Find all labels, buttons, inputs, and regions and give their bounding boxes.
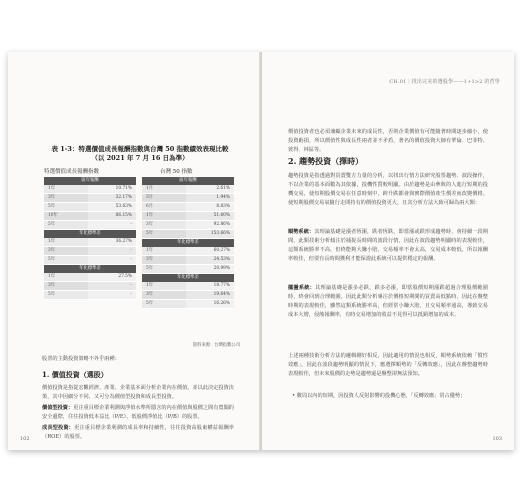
table-row: [142, 203, 234, 212]
momentum-paragraph: [288, 228, 488, 264]
table-row: [44, 194, 136, 203]
table-row: [44, 212, 136, 221]
table-period-cell: 1年: [142, 247, 186, 255]
table-period-cell: 5年: [142, 230, 186, 238]
table-value-cell: 2.61%: [186, 185, 234, 193]
table-period-cell: 5年: [44, 256, 88, 264]
table-row: [44, 238, 136, 247]
table-period-cell: 3年: [142, 221, 186, 229]
right-performance-table: [142, 177, 234, 309]
table-row: [142, 194, 234, 203]
reversal-paragraph: [288, 284, 488, 320]
table-row: [142, 247, 234, 256]
value-investing-label: 價值型投資：: [42, 405, 74, 411]
table-row: [44, 185, 136, 194]
table-value-cell: 153.66%: [186, 230, 234, 238]
table-row: [142, 265, 234, 274]
right-paragraph-3: 上述兩種技術分析方法的邏輯剛好相反，因此適用的情況也相反，順勢系統依賴「慣性效應」，因此在波段趨勢明顯的情況下，應選擇順勢的「反轉效應」，因此在盤整趨勢時表現較佳，但未來股價的走勢是趨勢還是盤整卻無法預知。: [288, 353, 488, 377]
right-table-header: 台灣 50 指數: [160, 169, 193, 175]
table-row: [142, 300, 234, 309]
table-period-cell: 3年: [142, 291, 186, 299]
table-value-cell: 86.15%: [88, 212, 136, 220]
bullet-item: • 數周以內的短期，因投資人反射影響的投機心態，「反轉效應」常占優勢；: [292, 393, 466, 399]
table-title-line2: （以 2021 年 7 月 16 日為準）: [91, 154, 189, 162]
right-paragraph-2: 趨勢投資是指透過對買賣雙方力量的分析，以找出行情方法研究股票趨勢、波段操作，不以企業的基本面數為其依據，投機性質較明顯。由於趨勢是由參與的人進行短期的投機交易，使短期股價交易在任意時刻中，跨升跌都會與實際價值產生價差而改變價格。使短期股價交易氣隨行走間持有的價值投資更大，且其分析方法大致可歸為兩大類：: [288, 173, 488, 206]
table-value-cell: -: [88, 221, 136, 229]
table-row: [44, 203, 136, 212]
table-period-cell: 1年: [44, 185, 88, 193]
table-period-cell: 5年: [44, 203, 88, 211]
table-row: [142, 256, 234, 265]
table-row: [44, 221, 136, 230]
section-title-trend: 2. 趨勢投資（擇時）: [288, 156, 364, 166]
table-period-cell: 5年: [142, 300, 186, 308]
table-source: 資料來源：台灣指數公司: [192, 343, 240, 348]
page-number-right: 103: [492, 436, 502, 442]
table-value-cell: 51.60%: [186, 212, 234, 220]
table-period-cell: 1年: [142, 282, 186, 290]
reversal-label: 擺盪系統：: [288, 285, 316, 291]
table-period-cell: 1年: [142, 212, 186, 220]
table-period-cell: 3月: [142, 194, 186, 202]
table-value-cell: -: [88, 247, 136, 255]
table-row: [44, 273, 136, 282]
table-row: [44, 247, 136, 256]
section-body-value: 價值投資是指從宏觀經濟、產業、企業基本面分析企業內在價值，並以此決定投資決策，其中因細分不同，又可分為價值型投資和成長型投資。: [42, 385, 234, 400]
growth-investing-body: 更注重目標企業利潤的成長率和持續性，往往投資高股東權益報酬率（ROE）的股票。: [42, 425, 234, 440]
momentum-body: 其理論基礎是漲者恆漲，跌者恆跌，即當漲或跌形成趨勢時，會持續一段期間，此類技術分析傾注於捕捉長時間的波段行情，因此在波段趨勢明顯時的表現較佳，這類系統勝率不高，但終能夠大賺小賠，交易頻率不會太高，交易成本較低，所以報酬率較佳，但要有長時間獲利才能保證此系統可以提供穩定的報酬。: [288, 229, 488, 262]
table-value-cell: -: [88, 291, 136, 299]
table-value-cell: 32.17%: [88, 194, 136, 202]
table-group-header: 年化標準差: [44, 230, 136, 238]
table-value-cell: 18.77%: [186, 282, 234, 290]
right-page: [262, 52, 514, 450]
table-period-cell: 3年: [44, 282, 88, 290]
left-table-header: 特選價值成長報酬指數: [44, 169, 100, 175]
left-performance-table: [44, 177, 136, 300]
table-period-cell: 1月: [142, 185, 186, 193]
table-row: [142, 282, 234, 291]
table-value-cell: 53.63%: [88, 203, 136, 211]
running-head: CH.01｜找出完美的選股學——1+1>2 的哲學: [389, 79, 500, 85]
momentum-label: 順勢系統：: [288, 229, 315, 235]
table-period-cell: 1年: [44, 238, 88, 246]
table-period-cell: 3年: [44, 194, 88, 202]
table-period-cell: 1年: [44, 273, 88, 281]
table-value-cell: 10.71%: [88, 185, 136, 193]
table-value-cell: 1.94%: [186, 194, 234, 202]
table-row: [44, 291, 136, 300]
section-title-value: 1. 價值投資（選股）: [42, 370, 108, 379]
table-group-header: 年化標準差: [142, 239, 234, 247]
table-value-cell: 8.83%: [186, 203, 234, 211]
table-title-line1: 表 1-3：特選價值成長報酬指數與台灣 50 指數績效表現比較: [51, 145, 229, 153]
table-value-cell: -: [88, 282, 136, 290]
value-investing-body: 更注重目標企業利潤與淨值水準所隱含的內在價值與股價之間有寬闊的安全邊際，往往投資低本益比（P/E）、低股價淨值比（P/B）的股票。: [42, 405, 234, 420]
table-group-header: 年化標準差: [44, 265, 136, 273]
table-value-cell: 92.86%: [186, 221, 234, 229]
table-row: [142, 212, 234, 221]
table-period-cell: 3年: [44, 247, 88, 255]
table-value-cell: 24.53%: [186, 256, 234, 264]
table-group-header: 區年報酬: [142, 177, 234, 185]
table-row: [142, 185, 234, 194]
table-value-cell: 60.27%: [186, 247, 234, 255]
table-value-cell: 19.64%: [186, 291, 234, 299]
table-period-cell: 6月: [142, 203, 186, 211]
right-paragraph-1: 價值投資者也必須兼顧企業未來的成長性，否則企業價值有可能隨著時間逐步縮小，使投資虧損，所以價值性與成長性兩者並不矛盾，著名的價值投資大師有華倫．巴菲特、彼得．林區等。: [288, 129, 488, 153]
table-row: [142, 291, 234, 300]
book-spread: [8, 52, 514, 450]
table-value-cell: 20.99%: [186, 265, 234, 273]
table-row: [44, 282, 136, 291]
table-period-cell: 3年: [142, 256, 186, 264]
reversal-body: 其理論基礎是漲多必跌、跌多必漲，即當股價短期漲跌超過合理股價範圍時，終會回到合理範圍，因此此類分析專注於價格短期間的買賣高低點時，因此在盤整時期的表現較佳，雖然這類系統勝率高，但經常小賺大賠，且交易頻率通高，導致交易成本大增，侵蝕報酬率，有時交易增加的收益不見得可以抵銷增加的成本。: [288, 285, 488, 318]
table-period-cell: 10年: [44, 212, 88, 220]
table-period-cell: 5年: [142, 265, 186, 273]
value-investing-paragraph: [42, 404, 234, 422]
table-row: [44, 256, 136, 265]
left-page: [8, 52, 260, 450]
table-period-cell: 5年: [44, 221, 88, 229]
table-row: [142, 230, 234, 239]
page-number-left: 102: [20, 436, 30, 442]
table-title: [40, 145, 240, 163]
growth-investing-paragraph: [42, 424, 234, 442]
table-period-cell: 5年: [44, 291, 88, 299]
table-group-header: 區年報酬: [44, 177, 136, 185]
table-value-cell: -: [88, 256, 136, 264]
table-value-cell: 36.27%: [88, 238, 136, 246]
growth-investing-label: 成長型投資：: [42, 425, 75, 431]
table-group-header: 年化標準差: [142, 274, 234, 282]
intro-text: 股票的主動投資策略不外乎兩種：: [42, 356, 120, 362]
table-row: [142, 221, 234, 230]
table-value-cell: 16.26%: [186, 300, 234, 308]
table-value-cell: 27.5%: [88, 273, 136, 281]
